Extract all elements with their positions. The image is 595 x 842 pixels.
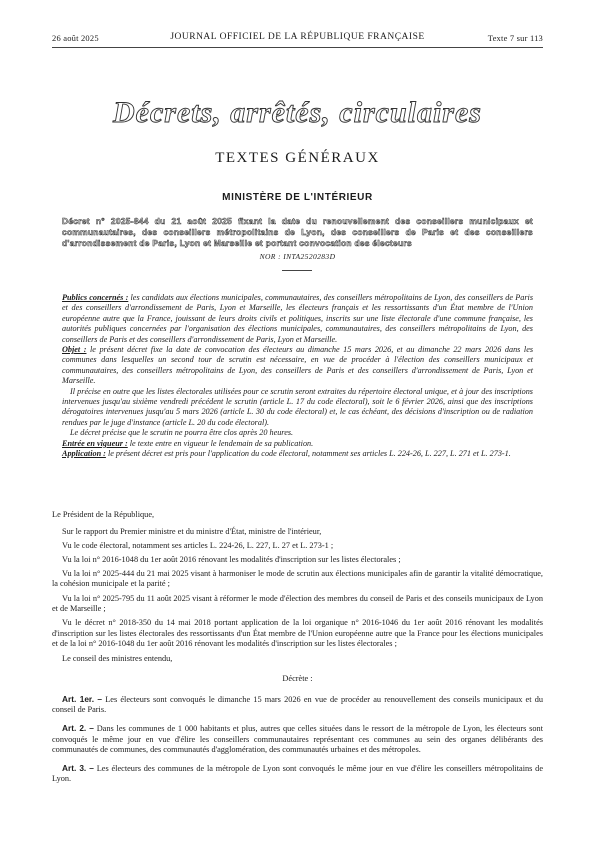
objet-label: Objet : <box>62 345 87 355</box>
nor-divider <box>282 270 312 271</box>
visa-4: Vu la loi n° 2025-795 du 11 août 2025 visant à réformer le mode d'élection des membres du conseil de Paris et des conseils municipaux de Lyon et de Marseille ; <box>52 593 543 614</box>
article-2 <box>52 723 543 756</box>
notice-precise: Il précise en outre que les listes électorales utilisées pour ce scrutin seront extraites du répertoire électoral unique, et à jour des inscriptions intervenues jusqu'au sixième vendredi précédent le scrutin (article L. 17 du code électoral), soit le 6 février 2026, ainsi que des inscriptions dérogatoires intervenues jusqu'au 5 mars 2026 (article L. 30 du code électoral) et, le cas échéant, des décisions d'inscription ou de radiation rendues par le juge d'instance (article L. 20 du code électoral). <box>62 386 533 427</box>
notice-entree <box>62 439 533 449</box>
publication-date: 26 août 2025 <box>52 33 99 43</box>
header-divider <box>52 47 543 48</box>
article-1 <box>52 694 543 716</box>
textes-generaux-heading: TEXTES GÉNÉRAUX <box>215 150 380 166</box>
visa-1: Vu le code électoral, notamment ses articles L. 224-26, L. 227, L. 27 et L. 273-1 ; <box>62 540 334 550</box>
nor-reference: NOR : INTA2520283D <box>259 252 336 261</box>
article-3 <box>52 763 543 785</box>
article-2-text: Dans les communes de 1 000 habitants et plus, autres que celles situées dans le ressort de la métropole de Lyon, les électeurs sont convoqués le même jour en vue d'élire les conseillers communautaires représentant ces communes au sein des organes délibérants des communautés de communes, des communautés d'agglomération, des communautés urbaines et des métropoles. <box>52 723 543 755</box>
visa-3: Vu la loi n° 2025-444 du 21 mai 2025 visant à harmoniser le mode de scrutin aux élections municipales afin de garantir la vitalité démocratique, la cohésion municipale et la parité ; <box>52 568 543 589</box>
page-header <box>52 33 543 47</box>
conseil-line: Le conseil des ministres entendu, <box>62 653 173 663</box>
decree-body <box>52 510 543 792</box>
president-line: Le Président de la République, <box>52 510 155 519</box>
section-title: Décrets, arrêtés, circulaires <box>113 96 482 129</box>
notice-publics <box>62 293 533 345</box>
text-number: Texte 7 sur 113 <box>487 33 543 43</box>
application-label: Application : <box>62 449 106 459</box>
entree-label: Entrée en vigueur : <box>62 438 128 448</box>
decrete-heading: Décrète : <box>282 674 313 684</box>
explanatory-notice <box>62 293 533 460</box>
journal-title: JOURNAL OFFICIEL DE LA RÉPUBLIQUE FRANÇAISE <box>170 32 425 42</box>
visa-2: Vu la loi n° 2016-1048 du 1er août 2016 rénovant les modalités d'inscription sur les listes électorales ; <box>62 554 401 564</box>
visa-5: Vu le décret n° 2018-350 du 14 mai 2018 portant application de la loi organique n° 2016-1046 du 1er août 2016 rénovant les modalités d'inscription sur les listes électorales des ressortissants d'un État membre de l'Union européenne autre que la France pour les élections municipales et de la loi n° 2016-1048 du 1er août 2016 rénovant les modalités d'inscription sur les listes électorales ; <box>52 618 543 649</box>
notice-objet <box>62 345 533 387</box>
application-text: le présent décret est pris pour l'application du code électoral, notamment ses articles L. 224-26, L. 227, L. 271 et L. 273-1. <box>107 449 511 459</box>
article-1-label: Art. 1er. – <box>62 693 103 704</box>
objet-text: le présent décret fixe la date de convocation des électeurs au dimanche 15 mars 2026, et au dimanche 22 mars 2026 dans les communes dans lesquelles un second tour de scrutin est nécessaire, en vue de procéder à l'élection des conseillers municipaux et communautaires, des conseillers métropolitains de Lyon, des conseillers de Paris et des conseillers d'arrondissement de Paris, Lyon et Marseille. <box>62 345 534 386</box>
rapport-line: Sur le rapport du Premier ministre et du ministre d'État, ministre de l'intérieur, <box>62 526 322 536</box>
notice-application <box>62 449 533 459</box>
ministry-heading: MINISTÈRE DE L'INTÉRIEUR <box>222 192 373 203</box>
article-2-label: Art. 2. – <box>62 722 94 733</box>
article-1-text: Les électeurs sont convoqués le dimanche 15 mars 2026 en vue de procéder au renouvellement des conseils municipaux et du conseil de Paris. <box>52 694 543 715</box>
decree-title: Décret n° 2025-844 du 21 août 2025 fixant la date du renouvellement des conseillers municipaux et communautaires, des conseillers métropolitains de Lyon, des conseillers de Paris et des conseillers d'arrondissement de Paris, Lyon et Marseille et portant convocation des électeurs <box>62 216 533 248</box>
publics-label: Publics concernés : <box>62 293 129 302</box>
entree-text: le texte entre en vigueur le lendemain de sa publication. <box>129 438 314 448</box>
publics-text: les candidats aux élections municipales, communautaires, des conseillers métropolitains de Lyon, des conseillers de Paris et des conseillers d'arrondissement de Paris, Lyon et Marseille, les électeurs français et les ressortissants d'un État membre de l'Union européenne autre que la France, jouissant de leurs droits civils et politiques, inscrits sur une liste électorale d'une commune française, les autorités publiques concernées par l'organisation des élections municipales, communautaires, des conseillers métropolitains de Lyon, des conseillers de Paris et des conseillers d'arrondissement de Paris, Lyon et Marseille. <box>62 293 534 344</box>
article-3-label: Art. 3. – <box>62 762 94 773</box>
article-3-text: Les électeurs des communes de la métropole de Lyon sont convoqués le même jour en vue d'élire les conseillers métropolitains de Lyon. <box>52 763 544 784</box>
notice-closing-hour: Le décret précise que le scrutin ne pourra être clos après 20 heures. <box>70 428 294 438</box>
